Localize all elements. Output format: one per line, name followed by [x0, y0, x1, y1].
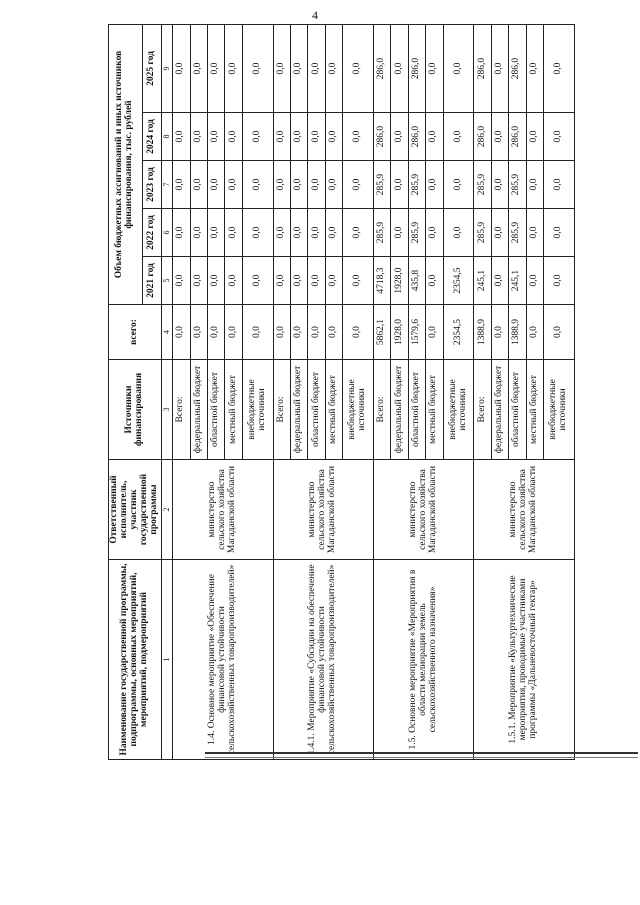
cell-total: 1928,0 — [391, 305, 408, 360]
cell-y2025: 0,0 — [173, 24, 190, 112]
cell-y2021: 245,1 — [474, 257, 491, 305]
financing-source: местный бюджет — [325, 360, 342, 460]
cell-y2025: 0,0 — [325, 24, 342, 112]
cell-y2024: 0,0 — [325, 113, 342, 161]
cell-y2024: 0,0 — [225, 113, 242, 161]
col-number: 5 — [161, 257, 172, 305]
cell-y2022: 0,0 — [426, 209, 443, 257]
cell-y2021: 435,8 — [408, 257, 425, 305]
header-sources: Источники финансирования — [109, 360, 162, 460]
cell-total: 0,0 — [190, 305, 207, 360]
cell-y2025: 286,0 — [474, 24, 491, 112]
cell-y2023: 0,0 — [273, 161, 290, 209]
header-year-2024: 2024 год — [142, 113, 161, 161]
cell-y2025: 286,0 — [374, 24, 391, 112]
cell-y2021: 245,1 — [509, 257, 526, 305]
responsible-executor: министерство сельского хозяйства Магаданской области — [374, 460, 474, 560]
cell-y2021: 0,0 — [325, 257, 342, 305]
cell-y2022: 0,0 — [308, 209, 325, 257]
cell-total: 0,0 — [173, 305, 190, 360]
cell-total: 0,0 — [225, 305, 242, 360]
cell-total: 1579,6 — [408, 305, 425, 360]
cell-y2022: 285,9 — [474, 209, 491, 257]
financing-source: федеральный бюджет — [291, 360, 308, 460]
col-number: 1 — [161, 560, 172, 760]
cell-y2025: 0,0 — [343, 24, 374, 112]
col-number: 2 — [161, 460, 172, 560]
cell-y2025: 0,0 — [273, 24, 290, 112]
cell-y2023: 0,0 — [173, 161, 190, 209]
cell-total: 0,0 — [273, 305, 290, 360]
cell-y2021: 0,0 — [526, 257, 543, 305]
financing-table — [108, 24, 575, 760]
financing-source: федеральный бюджет — [491, 360, 508, 460]
cell-y2022: 0,0 — [544, 209, 575, 257]
cell-y2022: 0,0 — [225, 209, 242, 257]
financing-source: местный бюджет — [526, 360, 543, 460]
cell-y2021: 0,0 — [173, 257, 190, 305]
responsible-executor: министерство сельского хозяйства Магаданской области — [273, 460, 373, 560]
financing-source: областной бюджет — [308, 360, 325, 460]
cell-y2021: 0,0 — [208, 257, 225, 305]
cell-y2025: 0,0 — [491, 24, 508, 112]
financing-source: областной бюджет — [408, 360, 425, 460]
cell-y2023: 0,0 — [325, 161, 342, 209]
measure-name: 1.5. Основное мероприятие «Мероприятия в области мелиорации земель сельскохозяйственного назначения» — [374, 560, 474, 760]
header-year-2025: 2025 год — [142, 24, 161, 112]
cell-y2023: 0,0 — [526, 161, 543, 209]
cell-total: 1388,9 — [474, 305, 491, 360]
header-name: Наименование государственной программы, подпрограммы, основных мероприятий, мероприятий, подмероприятий — [109, 560, 162, 760]
financing-source: местный бюджет — [426, 360, 443, 460]
header-year-2022: 2022 год — [142, 209, 161, 257]
financing-source: внебюджетные источники — [443, 360, 474, 460]
cell-y2023: 0,0 — [426, 161, 443, 209]
cell-y2024: 0,0 — [544, 113, 575, 161]
cell-total: 2354,5 — [443, 305, 474, 360]
cell-y2024: 0,0 — [190, 113, 207, 161]
financing-source: федеральный бюджет — [190, 360, 207, 460]
cell-y2023: 285,9 — [509, 161, 526, 209]
cell-y2023: 0,0 — [343, 161, 374, 209]
cell-y2023: 0,0 — [308, 161, 325, 209]
financing-source: внебюджетные источники — [544, 360, 575, 460]
cell-y2022: 285,9 — [509, 209, 526, 257]
cell-y2022: 0,0 — [443, 209, 474, 257]
cell-y2021: 0,0 — [291, 257, 308, 305]
cell-y2021: 2354,5 — [443, 257, 474, 305]
cell-y2021: 0,0 — [544, 257, 575, 305]
page-divider-thin — [205, 757, 638, 758]
page-divider — [205, 752, 638, 754]
financing-source: местный бюджет — [225, 360, 242, 460]
cell-total: 0,0 — [526, 305, 543, 360]
cell-y2024: 0,0 — [173, 113, 190, 161]
cell-y2021: 0,0 — [491, 257, 508, 305]
cell-total: 0,0 — [208, 305, 225, 360]
cell-y2025: 0,0 — [242, 24, 273, 112]
cell-y2022: 0,0 — [208, 209, 225, 257]
cell-y2025: 0,0 — [225, 24, 242, 112]
col-number: 8 — [161, 113, 172, 161]
cell-y2025: 0,0 — [544, 24, 575, 112]
cell-y2023: 0,0 — [190, 161, 207, 209]
financing-source: внебюджетные источники — [242, 360, 273, 460]
col-number: 7 — [161, 161, 172, 209]
cell-y2021: 0,0 — [225, 257, 242, 305]
cell-y2021: 0,0 — [308, 257, 325, 305]
col-number: 9 — [161, 24, 172, 112]
cell-y2022: 0,0 — [391, 209, 408, 257]
cell-y2022: 285,9 — [374, 209, 391, 257]
header-volume-group: Объем бюджетных ассигнований и иных источников финансирования, тыс. рублей — [109, 24, 143, 304]
financing-source: областной бюджет — [509, 360, 526, 460]
cell-y2024: 0,0 — [242, 113, 273, 161]
cell-y2021: 0,0 — [426, 257, 443, 305]
cell-y2021: 4718,3 — [374, 257, 391, 305]
cell-y2021: 0,0 — [242, 257, 273, 305]
cell-y2023: 0,0 — [242, 161, 273, 209]
cell-y2024: 0,0 — [273, 113, 290, 161]
cell-y2023: 0,0 — [443, 161, 474, 209]
page-number: 4 — [312, 8, 318, 22]
cell-total: 0,0 — [242, 305, 273, 360]
measure-name: 1.4. Основное мероприятие «Обеспечение финансовой устойчивости сельскохозяйственных товаропроизводителей» — [173, 560, 273, 760]
cell-y2023: 285,9 — [408, 161, 425, 209]
cell-y2024: 0,0 — [391, 113, 408, 161]
table-row — [374, 24, 391, 759]
cell-y2023: 0,0 — [291, 161, 308, 209]
cell-total: 0,0 — [325, 305, 342, 360]
financing-source: Всего: — [374, 360, 391, 460]
cell-y2023: 285,9 — [474, 161, 491, 209]
cell-y2021: 0,0 — [343, 257, 374, 305]
column-number-row — [161, 24, 172, 759]
cell-y2024: 286,0 — [374, 113, 391, 161]
table-header — [109, 24, 173, 759]
financing-source: областной бюджет — [208, 360, 225, 460]
cell-y2022: 0,0 — [343, 209, 374, 257]
cell-y2024: 0,0 — [291, 113, 308, 161]
cell-y2022: 285,9 — [408, 209, 425, 257]
col-number: 6 — [161, 209, 172, 257]
cell-y2025: 0,0 — [426, 24, 443, 112]
cell-y2022: 0,0 — [291, 209, 308, 257]
cell-y2023: 0,0 — [391, 161, 408, 209]
financing-source: внебюджетные источники — [343, 360, 374, 460]
cell-y2025: 0,0 — [391, 24, 408, 112]
responsible-executor: министерство сельского хозяйства Магаданской области — [173, 460, 273, 560]
cell-y2022: 0,0 — [242, 209, 273, 257]
cell-y2022: 0,0 — [491, 209, 508, 257]
measure-name: 1.4.1. Мероприятие «Субсидии на обеспечение финансовой устойчивости сельскохозяйственных товаропроизводителей» — [273, 560, 373, 760]
cell-y2024: 0,0 — [343, 113, 374, 161]
header-total: всего: — [109, 305, 162, 360]
financing-source: федеральный бюджет — [391, 360, 408, 460]
table-row — [474, 24, 491, 759]
cell-y2023: 0,0 — [544, 161, 575, 209]
cell-y2024: 286,0 — [474, 113, 491, 161]
cell-y2024: 286,0 — [408, 113, 425, 161]
cell-y2025: 286,0 — [408, 24, 425, 112]
cell-y2024: 0,0 — [308, 113, 325, 161]
financing-source: Всего: — [173, 360, 190, 460]
cell-y2024: 0,0 — [443, 113, 474, 161]
cell-y2024: 0,0 — [208, 113, 225, 161]
cell-total: 1388,9 — [509, 305, 526, 360]
cell-y2024: 0,0 — [426, 113, 443, 161]
cell-total: 5862,1 — [374, 305, 391, 360]
responsible-executor: министерство сельского хозяйства Магаданской области — [474, 460, 574, 560]
cell-y2021: 0,0 — [190, 257, 207, 305]
cell-y2025: 0,0 — [526, 24, 543, 112]
cell-total: 0,0 — [426, 305, 443, 360]
cell-y2022: 0,0 — [526, 209, 543, 257]
financing-source: Всего: — [474, 360, 491, 460]
table-body — [173, 24, 575, 759]
cell-total: 0,0 — [291, 305, 308, 360]
col-number: 3 — [161, 360, 172, 460]
cell-y2024: 286,0 — [509, 113, 526, 161]
cell-y2021: 0,0 — [273, 257, 290, 305]
header-year-2021: 2021 год — [142, 257, 161, 305]
cell-y2025: 0,0 — [443, 24, 474, 112]
cell-y2024: 0,0 — [526, 113, 543, 161]
rotated-table-container — [108, 25, 568, 760]
cell-y2022: 0,0 — [173, 209, 190, 257]
cell-y2022: 0,0 — [325, 209, 342, 257]
table-row — [273, 24, 290, 759]
cell-y2022: 0,0 — [273, 209, 290, 257]
cell-total: 0,0 — [343, 305, 374, 360]
cell-total: 0,0 — [308, 305, 325, 360]
cell-y2025: 0,0 — [208, 24, 225, 112]
cell-y2025: 0,0 — [308, 24, 325, 112]
cell-y2022: 0,0 — [190, 209, 207, 257]
cell-total: 0,0 — [491, 305, 508, 360]
header-year-2023: 2023 год — [142, 161, 161, 209]
cell-y2025: 0,0 — [190, 24, 207, 112]
header-responsible: Ответственный исполнитель, участник государственной программы — [109, 460, 162, 560]
col-number: 4 — [161, 305, 172, 360]
measure-name: 1.5.1. Мероприятие «Культуртехнические мероприятия, проводимые участниками программы «Дальневосточный гектар» — [474, 560, 574, 760]
cell-y2023: 0,0 — [225, 161, 242, 209]
cell-y2023: 0,0 — [208, 161, 225, 209]
cell-y2025: 286,0 — [509, 24, 526, 112]
cell-y2023: 285,9 — [374, 161, 391, 209]
cell-y2023: 0,0 — [491, 161, 508, 209]
cell-y2024: 0,0 — [491, 113, 508, 161]
cell-y2025: 0,0 — [291, 24, 308, 112]
cell-total: 0,0 — [544, 305, 575, 360]
table-row — [173, 24, 190, 759]
cell-y2021: 1928,0 — [391, 257, 408, 305]
financing-source: Всего: — [273, 360, 290, 460]
